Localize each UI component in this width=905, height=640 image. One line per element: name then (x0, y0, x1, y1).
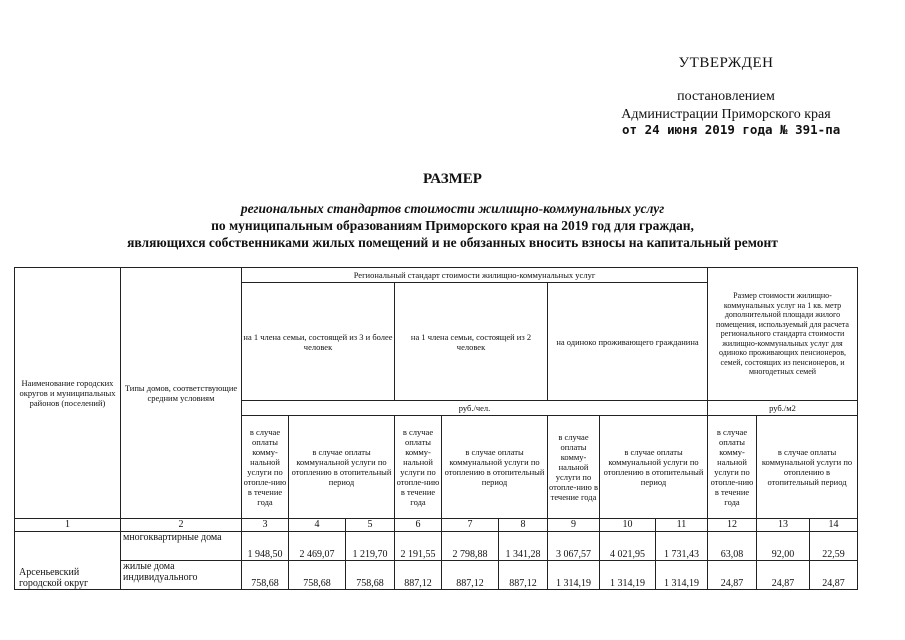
column-number: 4 (289, 519, 346, 532)
value-cell: 758,68 (242, 561, 289, 590)
value-cell: 887,12 (499, 561, 548, 590)
unit-rub-per-m2: руб./м2 (708, 401, 858, 416)
column-number: 2 (121, 519, 242, 532)
value-cell: 3 067,57 (548, 532, 600, 561)
header-region: Наименование городских округов и муниципальных районов (поселений) (15, 268, 121, 519)
column-number: 11 (656, 519, 708, 532)
sub-heating-2: в случае оплаты коммунальной услуги по отоплению в отопительный период (442, 416, 548, 519)
value-cell: 1 731,43 (656, 532, 708, 561)
approval-title: УТВЕРЖДЕН (678, 55, 774, 71)
approval-line-decree: постановлением (677, 89, 775, 104)
value-cell: 2 798,88 (442, 532, 499, 561)
standards-table (14, 267, 858, 590)
column-number: 8 (499, 519, 548, 532)
heading-line-2: по муниципальным образованиям Приморского края на 2019 год для граждан, (211, 218, 694, 233)
value-cell: 22,59 (810, 532, 858, 561)
column-number: 12 (708, 519, 757, 532)
heading-title: РАЗМЕР (423, 171, 482, 187)
header-group-3plus: на 1 члена семьи, состоящей из 3 и более человек (242, 283, 395, 401)
header-group-single: на одиноко проживающего гражданина (548, 283, 708, 401)
value-cell: 2 469,07 (289, 532, 346, 561)
column-number: 3 (242, 519, 289, 532)
header-group-2: на 1 члена семьи, состоящей из 2 человек (395, 283, 548, 401)
value-cell: 24,87 (757, 561, 810, 590)
column-number: 5 (346, 519, 395, 532)
heading-line-3: являющихся собственниками жилых помещений и не обязанных вносить взносы на капитальный ремонт (127, 235, 778, 250)
sub-heating-3: в случае оплаты коммунальной услуги по отоплению в отопительный период (289, 416, 395, 519)
value-cell: 1 314,19 (600, 561, 656, 590)
table-row (15, 561, 858, 590)
sub-heating-1: в случае оплаты коммунальной услуги по отоплению в отопительный период (600, 416, 708, 519)
value-cell: 2 191,55 (395, 532, 442, 561)
value-cell: 1 948,50 (242, 532, 289, 561)
value-cell: 24,87 (708, 561, 757, 590)
region-name: Арсеньевский городской округ (15, 532, 121, 590)
house-type: жилые дома индивидуального (121, 561, 242, 590)
approval-line-administration: Администрации Приморского края (621, 107, 831, 122)
value-cell: 887,12 (395, 561, 442, 590)
column-number: 7 (442, 519, 499, 532)
approval-block (606, 55, 846, 137)
value-cell: 1 314,19 (548, 561, 600, 590)
approval-date-stamp: от 24 июня 2019 года № 391-па (622, 122, 841, 137)
value-cell: 92,00 (757, 532, 810, 561)
heading-line-1: региональных стандартов стоимости жилищно-коммунальных услуг (240, 201, 665, 216)
unit-rub-per-person: руб./чел. (242, 401, 708, 416)
column-number: 14 (810, 519, 858, 532)
value-cell: 1 314,19 (656, 561, 708, 590)
sub-annual-m2: в случае оплаты комму-нальной услуги по отопле-нию в течение года (708, 416, 757, 519)
value-cell: 1 341,28 (499, 532, 548, 561)
document-heading (0, 171, 905, 251)
heading-subtitle (0, 200, 905, 251)
sub-annual-1: в случае оплаты комму-нальной услуги по отопле-нию в течение года (548, 416, 600, 519)
column-number: 6 (395, 519, 442, 532)
house-type: многоквартирные дома (121, 532, 242, 561)
value-cell: 63,08 (708, 532, 757, 561)
column-number: 1 (15, 519, 121, 532)
header-regional-standard: Региональный стандарт стоимости жилищно-коммунальных услуг (242, 268, 708, 283)
sub-annual-2: в случае оплаты комму-нальной услуги по отопле-нию в течение года (395, 416, 442, 519)
header-house-type: Типы домов, соответствующие средним условиям (121, 268, 242, 519)
value-cell: 887,12 (442, 561, 499, 590)
sub-heating-m2: в случае оплаты коммунальной услуги по отоплению в отопительный период (757, 416, 858, 519)
header-additional-area-cost: Размер стоимости жилищно-коммунальных услуг на 1 кв. метр дополнительной площади жилого помещения, используемый для расчета регионального стандарта стоимости жилищно-коммунальных услуг для одиноко проживающих пенсионеров, семей, состоящих из пенсионеров, и многодетных семей (708, 268, 858, 401)
value-cell: 758,68 (289, 561, 346, 590)
column-number-row (15, 519, 858, 532)
value-cell: 4 021,95 (600, 532, 656, 561)
column-number: 13 (757, 519, 810, 532)
column-number: 9 (548, 519, 600, 532)
column-number: 10 (600, 519, 656, 532)
sub-annual-3: в случае оплаты комму-нальной услуги по отопле-нию в течение года (242, 416, 289, 519)
value-cell: 24,87 (810, 561, 858, 590)
value-cell: 758,68 (346, 561, 395, 590)
value-cell: 1 219,70 (346, 532, 395, 561)
table-row (15, 532, 858, 561)
